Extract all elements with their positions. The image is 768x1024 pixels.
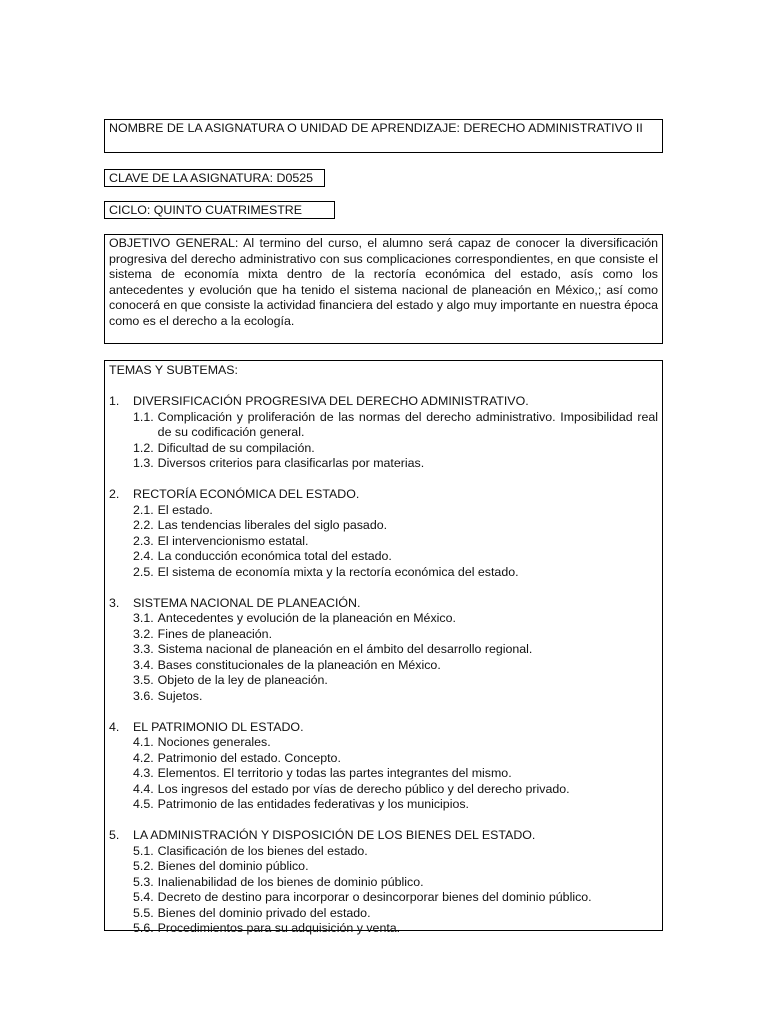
topic-section: [109, 394, 658, 472]
topic-title-text: EL PATRIMONIO DL ESTADO.: [133, 719, 304, 734]
subtopic-number: 2.1.: [133, 502, 154, 517]
course-cycle-text: CICLO: QUINTO CUATRIMESTRE: [109, 203, 302, 217]
subtopic-item: [109, 890, 658, 906]
subtopic-text: Nociones generales.: [157, 735, 271, 749]
topic-number: 4.: [109, 719, 120, 734]
subtopic-number: 3.3.: [133, 642, 154, 656]
subtopic-item: [109, 503, 658, 519]
subtopic-text: Procedimientos para su adquisición y venta.: [157, 921, 401, 935]
subtopic-text: Antecedentes y evolución de la planeación en México.: [157, 611, 456, 625]
course-code-text: CLAVE DE LA ASIGNATURA: D0525: [109, 171, 314, 185]
subtopic-number: 4.1.: [133, 735, 154, 749]
subtopic-text: Patrimonio de las entidades federativas y los municipios.: [157, 797, 469, 811]
subtopic-item: [109, 611, 658, 627]
topic-title: [109, 487, 658, 503]
subtopic-item: [109, 782, 658, 798]
topic-section: [109, 487, 658, 580]
course-name-box: [104, 119, 663, 153]
subtopic-item: [109, 627, 658, 643]
subtopic-number: 2.4.: [133, 549, 154, 563]
subtopic-item: [109, 735, 658, 751]
course-code-box: [104, 169, 325, 187]
subtopic-item: [109, 410, 658, 441]
subtopic-text: El intervencionismo estatal.: [157, 533, 309, 548]
subtopic-number: 5.5.: [133, 905, 154, 920]
topics-box: [104, 360, 663, 935]
subtopic-text: La conducción económica total del estado.: [157, 549, 392, 563]
subtopic-text: Sistema nacional de planeación en el ámbito del desarrollo regional.: [157, 642, 533, 656]
topic-section: [109, 596, 658, 705]
subtopic-number: 4.4.: [133, 781, 154, 796]
subtopic-number: 4.2.: [133, 750, 154, 765]
subtopic-text: Dificultad de su compilación.: [157, 440, 315, 455]
topics-list: [109, 394, 658, 937]
subtopic-number: 1.1.: [133, 409, 154, 424]
subtopic-item: [109, 565, 658, 581]
subtopic-item: [109, 921, 658, 937]
subtopic-number: 2.3.: [133, 533, 154, 548]
topic-title-text: LA ADMINISTRACIÓN Y DISPOSICIÓN DE LOS BIENES DEL ESTADO.: [133, 828, 536, 842]
subtopic-text: Clasificación de los bienes del estado.: [157, 843, 368, 858]
subtopic-text: Fines de planeación.: [157, 626, 273, 641]
subtopic-number: 5.4.: [133, 890, 154, 904]
topic-title: [109, 394, 658, 410]
topic-title: [109, 720, 658, 736]
topic-title-text: RECTORÍA ECONÓMICA DEL ESTADO.: [133, 487, 360, 501]
subtopic-number: 3.4.: [133, 657, 154, 672]
topics-heading: TEMAS Y SUBTEMAS:: [109, 363, 238, 377]
subtopic-text: Los ingresos del estado por vías de derecho público y del derecho privado.: [157, 781, 570, 796]
subtopic-item: [109, 456, 658, 472]
subtopic-item: [109, 673, 658, 689]
course-name-text: NOMBRE DE LA ASIGNATURA O UNIDAD DE APRENDIZAJE: DERECHO ADMINISTRATIVO II: [109, 121, 643, 135]
subtopic-number: 5.3.: [133, 874, 154, 889]
subtopic-text: Objeto de la ley de planeación.: [157, 673, 328, 687]
topic-section: [109, 720, 658, 813]
general-objective-box: [104, 234, 663, 344]
subtopic-text: Patrimonio del estado. Concepto.: [157, 750, 341, 765]
subtopic-item: [109, 844, 658, 860]
subtopic-item: [109, 549, 658, 565]
topic-title-text: DIVERSIFICACIÓN PROGRESIVA DEL DERECHO ADMINISTRATIVO.: [133, 394, 529, 408]
subtopic-item: [109, 518, 658, 534]
subtopic-item: [109, 766, 658, 782]
subtopic-text: Complicación y proliferación de las normas del derecho administrativo. Imposibilidad real de su codificación general.: [157, 409, 658, 439]
subtopic-text: Bienes del dominio privado del estado.: [157, 905, 371, 920]
subtopic-item: [109, 689, 658, 705]
general-objective-text: OBJETIVO GENERAL: Al termino del curso, el alumno será capaz de conocer la diversificación progresiva del derecho administrativo con sus complicaciones correspondientes, en que consiste el sistema de economía mixta dentro de la rectoría económica del estado, asís como los antecedentes y evolución que ha tenido el sistema nacional de planeación en México,; así como conocerá en que consiste la actividad financiera del estado y algo muy importante en nuestra época como es el derecho a la ecología.: [109, 236, 658, 328]
topic-number: 2.: [109, 487, 120, 501]
topic-title: [109, 828, 658, 844]
subtopic-text: Diversos criterios para clasificarlas por materias.: [157, 456, 425, 470]
subtopic-item: [109, 859, 658, 875]
subtopic-number: 1.3.: [133, 456, 154, 470]
subtopic-item: [109, 534, 658, 550]
subtopic-text: Las tendencias liberales del siglo pasado.: [157, 518, 388, 532]
subtopic-item: [109, 658, 658, 674]
topic-number: 5.: [109, 828, 120, 842]
subtopic-number: 3.1.: [133, 611, 154, 625]
subtopic-number: 5.2.: [133, 859, 154, 873]
subtopic-number: 1.2.: [133, 440, 154, 455]
subtopic-number: 4.5.: [133, 797, 154, 811]
topic-number: 1.: [109, 394, 120, 408]
topic-section: [109, 828, 658, 937]
topic-number: 3.: [109, 595, 120, 610]
subtopic-item: [109, 797, 658, 813]
subtopic-text: Inalienabilidad de los bienes de dominio público.: [157, 874, 424, 889]
subtopic-text: Sujetos.: [157, 688, 203, 703]
topic-title-text: SISTEMA NACIONAL DE PLANEACIÓN.: [133, 595, 361, 610]
course-cycle-box: [104, 201, 335, 219]
subtopic-number: 4.3.: [133, 766, 154, 780]
subtopic-number: 2.2.: [133, 518, 154, 532]
subtopic-number: 5.6.: [133, 921, 154, 935]
subtopic-number: 5.1.: [133, 843, 154, 858]
subtopic-item: [109, 906, 658, 922]
subtopic-item: [109, 751, 658, 767]
subtopic-number: 3.6.: [133, 688, 154, 703]
subtopic-text: Elementos. El territorio y todas las partes integrantes del mismo.: [157, 766, 512, 780]
subtopic-text: Bases constitucionales de la planeación en México.: [157, 657, 441, 672]
subtopic-number: 3.2.: [133, 626, 154, 641]
subtopic-text: Decreto de destino para incorporar o desincorporar bienes del dominio público.: [157, 890, 592, 904]
subtopic-text: Bienes del dominio público.: [157, 859, 309, 873]
subtopic-number: 3.5.: [133, 673, 154, 687]
subtopic-text: El sistema de economía mixta y la rectoría económica del estado.: [157, 564, 519, 579]
subtopic-item: [109, 875, 658, 891]
topic-title: [109, 596, 658, 612]
subtopic-item: [109, 642, 658, 658]
subtopic-item: [109, 441, 658, 457]
subtopic-number: 2.5.: [133, 564, 154, 579]
subtopic-text: El estado.: [157, 502, 213, 517]
